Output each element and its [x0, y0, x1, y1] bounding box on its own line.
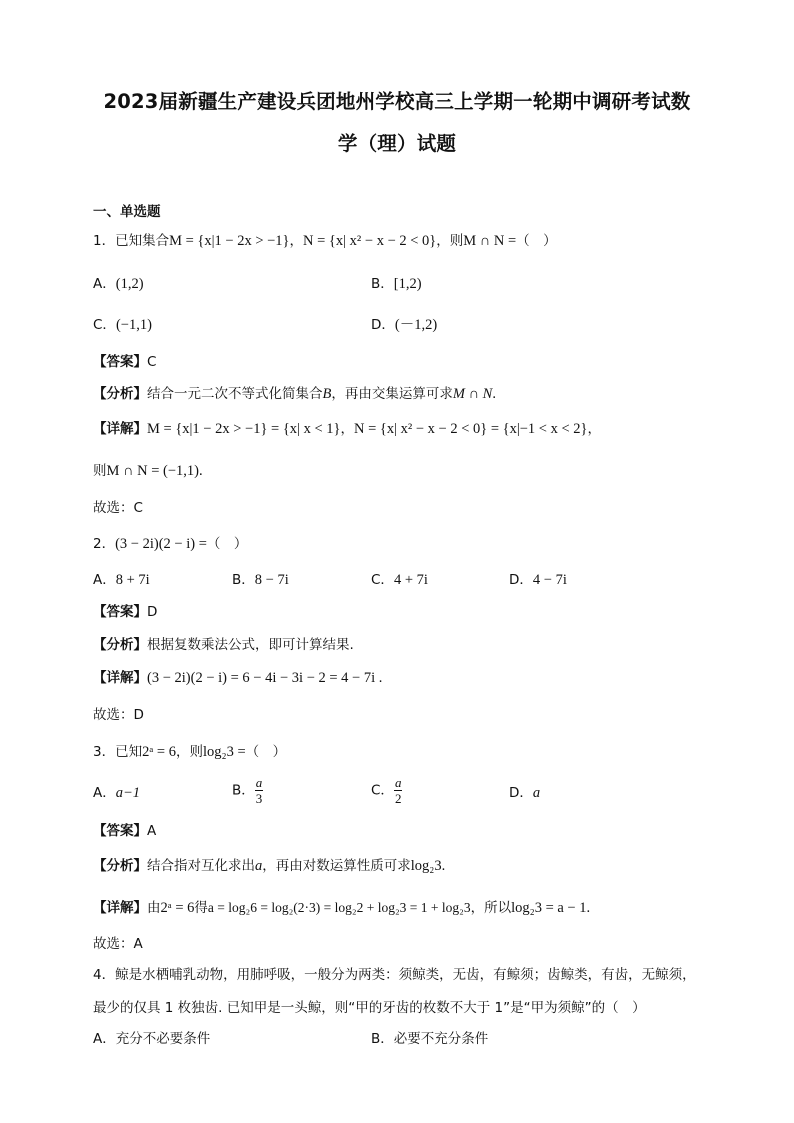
- analysis-text: 结合指对互化求出: [147, 858, 255, 874]
- q1-option-a: [93, 275, 144, 293]
- q1-answer: [93, 353, 156, 371]
- option-letter: D．: [509, 572, 533, 588]
- answer-blank: （ ）: [245, 744, 287, 760]
- option-letter: C．: [371, 782, 394, 799]
- q1-option-b: [371, 275, 422, 293]
- comma: ，: [587, 421, 601, 437]
- numerator: a: [394, 775, 402, 790]
- question-4-stem-line-2: 最少的仅具 1 枚独齿. 已知甲是一头鲸，则“甲的牙齿的枚数不大于 1”是“甲为须鲸”的（ ）: [93, 1000, 646, 1016]
- option-value: 充分不必要条件: [115, 1031, 211, 1047]
- comma: ，: [289, 233, 304, 249]
- option-letter: A．: [93, 276, 116, 292]
- log-expr: log₂3: [410, 858, 442, 874]
- q4-option-b: [371, 1030, 488, 1048]
- detail-text: ，所以: [470, 900, 512, 916]
- detail-text: 得: [194, 900, 208, 916]
- detail-label: 【详解】: [93, 900, 147, 916]
- denominator: 3: [255, 791, 263, 806]
- comma: ，: [340, 421, 354, 437]
- result-expr: M ∩ N = (−1,1).: [106, 463, 203, 479]
- period: .: [492, 386, 496, 402]
- option-letter: C．: [371, 572, 394, 588]
- then-text: 则: [93, 463, 107, 479]
- q2-choose: [93, 706, 144, 724]
- choose-label: 故选：: [93, 936, 134, 952]
- q2-option-d: [509, 571, 567, 589]
- intersection-expr: M ∩ N =: [463, 233, 517, 249]
- q1-detail-result: [93, 462, 203, 480]
- answer-blank: （ ）: [206, 536, 248, 552]
- analysis-text: 根据复数乘法公式，即可计算结果.: [147, 637, 354, 653]
- option-value: (1,2): [115, 276, 144, 292]
- detail-set-n: N = {x| x² − x − 2 < 0} = {x|−1 < x < 2}: [353, 421, 588, 437]
- page-title-line-1: 2023届新疆生产建设兵团地州学校高三上学期一轮期中调研考试数: [103, 90, 691, 113]
- question-2-stem: [93, 535, 247, 553]
- q1-choose: [93, 499, 143, 517]
- analysis-text: ，再由交集运算可求: [331, 386, 453, 402]
- given-expr: 2ᵃ = 6: [142, 744, 176, 760]
- q3-option-c: [371, 776, 402, 805]
- analysis-label: 【分析】: [93, 637, 147, 653]
- answer-blank: （ ）: [516, 233, 557, 249]
- option-value: (−1,1): [115, 317, 152, 333]
- intersection-expr: M ∩ N: [452, 386, 493, 402]
- question-number: 4．: [93, 967, 116, 983]
- option-letter: A．: [93, 785, 116, 801]
- choose-label: 故选：: [93, 500, 134, 516]
- answer-value: C: [147, 354, 157, 370]
- option-value: 8 − 7i: [254, 572, 289, 588]
- period: .: [441, 858, 446, 874]
- denominator: 2: [394, 791, 402, 806]
- option-letter: A．: [93, 572, 116, 588]
- page-title-line-2: 学（理）试题: [337, 132, 457, 155]
- numerator: a: [255, 775, 263, 790]
- analysis-label: 【分析】: [93, 386, 147, 402]
- q3-answer: [93, 822, 156, 840]
- q1-analysis: [93, 385, 496, 403]
- var-a: a: [255, 858, 263, 874]
- set-n: N = {x| x² − x − 2 < 0}: [303, 233, 437, 249]
- option-value: 4 − 7i: [532, 572, 567, 588]
- q2-option-c: [371, 571, 428, 589]
- option-value: a−1: [115, 785, 141, 801]
- detail-label: 【详解】: [93, 421, 147, 437]
- stem-text: 鲸是水栖哺乳动物，用肺呼吸，一般分为两类：须鲸类，无齿，有鲸须；齿鲸类，有齿，无鲸须，: [115, 967, 696, 983]
- option-value: a: [532, 785, 541, 801]
- choose-value: C: [133, 500, 143, 516]
- given-expr: 2ᵃ = 6: [160, 900, 195, 916]
- analysis-text: ，再由对数运算性质可求: [262, 858, 411, 874]
- question-3-stem: [93, 743, 286, 761]
- option-letter: C．: [93, 317, 116, 333]
- option-letter: D．: [371, 317, 395, 333]
- question-number: 3．: [93, 744, 116, 760]
- answer-label: 【答案】: [93, 604, 147, 620]
- option-letter: B．: [371, 1031, 394, 1047]
- question-1-stem: [93, 232, 557, 250]
- fraction: [255, 776, 264, 805]
- q4-option-a: [93, 1030, 210, 1048]
- complex-expr: (3 − 2i)(2 − i) =: [115, 536, 207, 552]
- option-value: 4 + 7i: [393, 572, 428, 588]
- stem-text: ，则: [176, 744, 203, 760]
- option-letter: B．: [232, 782, 255, 799]
- question-number: 1．: [93, 233, 116, 249]
- q2-answer: [93, 603, 157, 621]
- set-m: M = {x|1 − 2x > −1}: [169, 233, 290, 249]
- option-letter: B．: [371, 276, 394, 292]
- q1-option-c: [93, 316, 152, 334]
- stem-text: ，则: [436, 233, 464, 249]
- option-letter: D．: [509, 785, 533, 801]
- answer-label: 【答案】: [93, 823, 147, 839]
- result-expr: log₂3 = a − 1.: [511, 900, 591, 916]
- analysis-text: 结合一元二次不等式化简集合: [147, 386, 323, 402]
- option-value: 8 + 7i: [115, 572, 150, 588]
- q3-option-b: [232, 776, 263, 805]
- detail-expr: (3 − 2i)(2 − i) = 6 − 4i − 3i − 2 = 4 − 7i .: [147, 670, 383, 686]
- choose-value: D: [133, 707, 144, 723]
- q2-detail: [93, 669, 382, 687]
- stem-text: 已知: [115, 744, 143, 760]
- q1-detail: [93, 420, 601, 438]
- q3-detail: [93, 899, 590, 917]
- stem-text: 已知集合: [115, 233, 170, 249]
- q2-analysis: [93, 636, 354, 654]
- option-letter: B．: [232, 572, 255, 588]
- q3-analysis: [93, 857, 445, 875]
- detail-expr: a = log₂6 = log₂(2·3) = log₂2 + log₂3 = 1 + log₂3: [207, 900, 471, 915]
- answer-value: A: [147, 823, 157, 839]
- detail-text: 由: [147, 900, 161, 916]
- detail-set-m: M = {x|1 − 2x > −1} = {x| x < 1}: [147, 421, 341, 437]
- q3-option-d: [509, 784, 540, 802]
- choose-label: 故选：: [93, 707, 134, 723]
- option-value: 必要不充分条件: [393, 1031, 489, 1047]
- analysis-label: 【分析】: [93, 858, 147, 874]
- q3-choose: [93, 935, 143, 953]
- q3-option-a: [93, 784, 140, 802]
- detail-label: 【详解】: [93, 670, 147, 686]
- option-letter: A．: [93, 1031, 116, 1047]
- q2-option-b: [232, 571, 289, 589]
- q2-option-a: [93, 571, 150, 589]
- log-expr: log₂3 =: [203, 744, 246, 760]
- option-value: [1,2): [393, 276, 422, 292]
- q1-option-d: [371, 316, 437, 334]
- question-number: 2．: [93, 536, 116, 552]
- set-b: B: [322, 386, 332, 402]
- option-value: (－1,2): [394, 317, 438, 333]
- question-4-stem-line-1: [93, 966, 696, 984]
- fraction: [394, 776, 403, 805]
- answer-label: 【答案】: [93, 354, 147, 370]
- answer-value: D: [147, 604, 158, 620]
- section-heading: 一、单选题: [93, 204, 161, 220]
- choose-value: A: [133, 936, 143, 952]
